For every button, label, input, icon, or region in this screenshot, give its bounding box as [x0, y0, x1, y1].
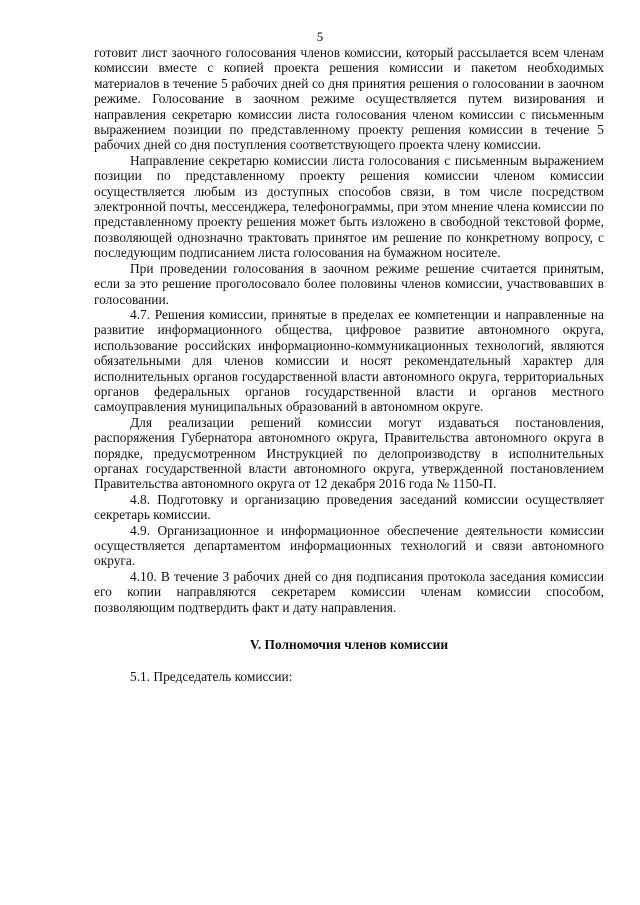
document-body: [94, 45, 604, 684]
page-number: 5: [316, 29, 324, 44]
paragraph-decision-adopted: При проведении голосования в заочном режиме решение считается принятым, если за это решение проголосовало более половины членов комиссии, участвовавших в голосовании.: [94, 260, 604, 307]
paragraph-5-1: 5.1. Председатель комиссии:: [130, 669, 293, 685]
paragraph-implementation: Для реализации решений комиссии могут издаваться постановления, распоряжения Губернатора автономного округа, Правительства автономного округа в порядке, предусмотренном Инструкцией по делопроизводству в исполнительных органах государственной власти автономного округа, утвержденной постановлением Правительства автономного округа от 12 декабря 2016 года № 1150-П.: [94, 414, 604, 492]
paragraph-4-10: 4.10. В течение 3 рабочих дней со дня подписания протокола заседания комиссии его копии направляются секретарем комиссии членам комиссии способом, позволяющим подтвердить факт и дату направления.: [94, 568, 604, 615]
paragraph-4-7: 4.7. Решения комиссии, принятые в пределах ее компетенции и направленные на развитие информационного общества, цифровое развитие автономного округа, использование российских информационно-коммуникационных технологий, являются обязательными для членов комиссии и носят рекомендательный характер для исполнительных органов государственной власти автономного округа, территориальных органов федеральных органов государственной власти и органов местного самоуправления муниципальных образований в автономном округе.: [94, 306, 604, 415]
paragraph-sending-sheet: Направление секретарю комиссии листа голосования с письменным выражением позиции по представленному проекту решения комиссии членом комиссии осуществляется любым из доступных способов связи, в том числе посредством электронной почты, мессенджера, телефонограммы, при этом мнение члена комиссии по представленному проекту решения может быть изложено в свободной текстовой форме, позволяющей однозначно трактовать принятое им решение по конкретному вопросу, с последующим подписанием листа голосования на бумажном носителе.: [94, 152, 604, 261]
paragraph-voting-sheet: готовит лист заочного голосования членов комиссии, который рассылается всем членам комиссии вместе с копией проекта решения комиссии и пакетом необходимых материалов в течение 5 рабочих дней со дня принятия решения о голосовании в заочном режиме. Голосование в заочном режиме осуществляется путем визирования и направления секретарю комиссии листа голосования членом комиссии с письменным выражением позиции по представленному проекту решения комиссии в течение 5 рабочих дней со дня поступления соответствующего проекта члену комиссии.: [94, 45, 604, 153]
paragraph-4-8: 4.8. Подготовку и организацию проведения заседаний комиссии осуществляет секретарь комиссии.: [94, 491, 604, 523]
section-heading: V. Полномочия членов комиссии: [249, 637, 449, 653]
paragraph-4-9: 4.9. Организационное и информационное обеспечение деятельности комиссии осуществляется департаментом информационных технологий и связи автономного округа.: [94, 522, 604, 569]
